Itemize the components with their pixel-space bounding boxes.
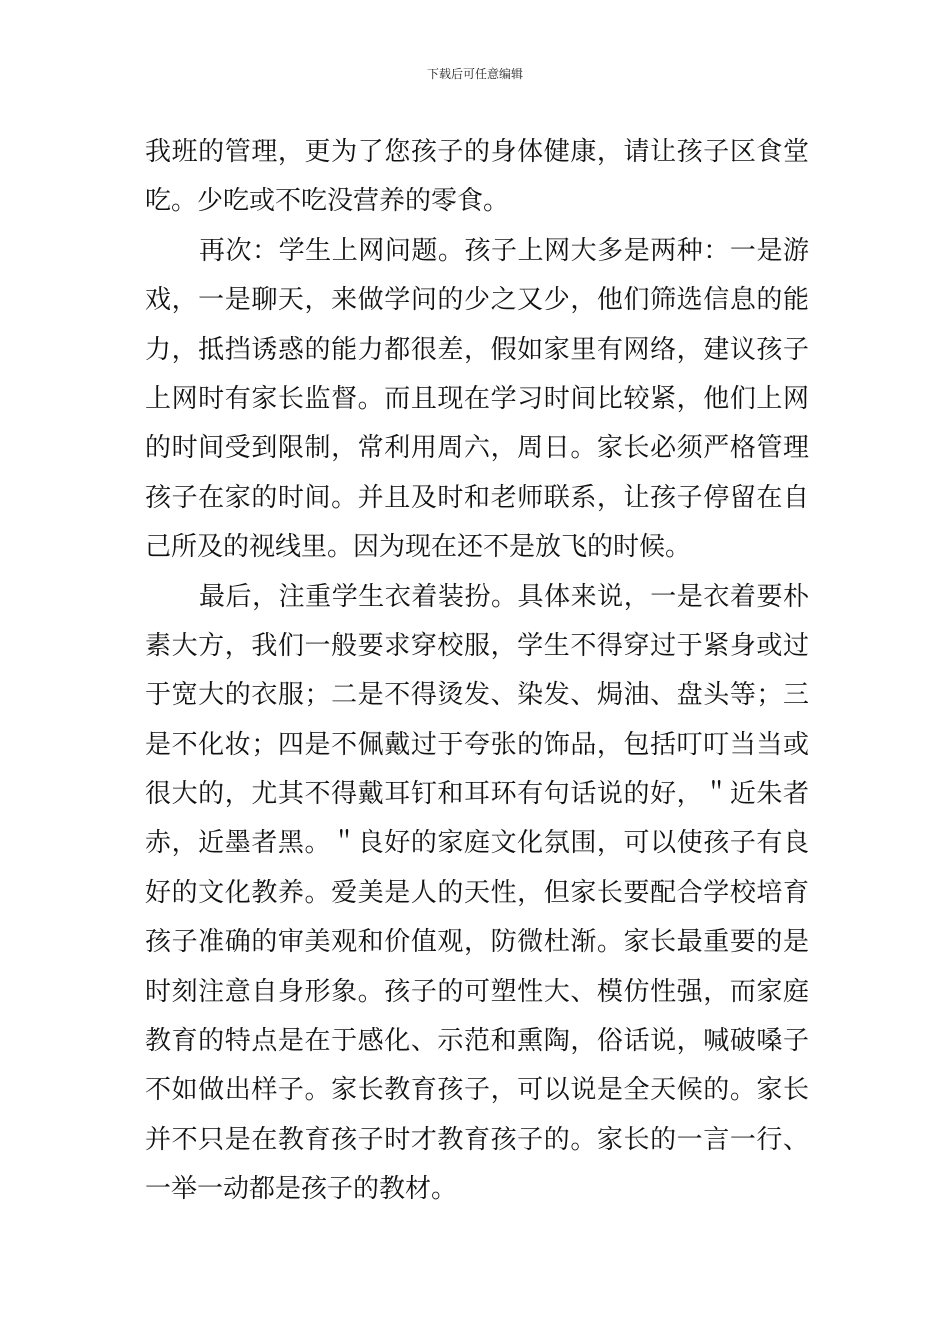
text-line: 己所及的视线里。因为现在还不是放飞的时候。 [145, 532, 692, 563]
text-line: 孩子准确的审美观和价值观，防微杜渐。家长最重要的是 [145, 927, 809, 958]
text-line: 很大的，尤其不得戴耳钉和耳环有句话说的好，＂近朱者 [145, 779, 809, 810]
text-line: 最后，注重学生衣着装扮。具体来说，一是衣着要朴 [199, 581, 809, 612]
text-line: 是不化妆；四是不佩戴过于夸张的饰品，包括叮叮当当或 [145, 729, 809, 760]
text-line: 我班的管理，更为了您孩子的身体健康，请让孩子区食堂 [145, 137, 809, 167]
text-line: 孩子在家的时间。并且及时和老师联系，让孩子停留在自 [145, 482, 809, 513]
text-line: 的时间受到限制，常利用周六，周日。家长必须严格管理 [145, 433, 809, 464]
text-line: 不如做出样子。家长教育孩子，可以说是全天候的。家长 [145, 1075, 809, 1106]
text-line: 教育的特点是在于感化、示范和熏陶，俗话说，喊破嗓子 [145, 1026, 809, 1057]
text-line: 于宽大的衣服；二是不得烫发、染发、焗油、盘头等；三 [145, 680, 809, 711]
text-line: 戏，一是聊天，来做学问的少之又少，他们筛选信息的能 [145, 285, 809, 316]
text-line: 再次：学生上网问题。孩子上网大多是两种：一是游 [199, 235, 809, 266]
text-line: 赤，近墨者黑。＂良好的家庭文化氛围，可以使孩子有良 [145, 828, 809, 859]
text-line: 时刻注意自身形象。孩子的可塑性大、模仿性强，而家庭 [145, 976, 809, 1007]
document-body [145, 128, 809, 1215]
text-line: 上网时有家长监督。而且现在学习时间比较紧，他们上网 [145, 383, 809, 414]
text-line: 素大方，我们一般要求穿校服，学生不得穿过于紧身或过 [145, 630, 809, 661]
page-header: 下载后可任意编辑 [426, 67, 523, 81]
text-line: 吃。少吃或不吃没营养的零食。 [145, 186, 510, 217]
text-line: 一举一动都是孩子的教材。 [145, 1174, 458, 1205]
text-line: 并不只是在教育孩子时才教育孩子的。家长的一言一行、 [145, 1124, 809, 1155]
text-line: 力，抵挡诱惑的能力都很差，假如家里有网络，建议孩子 [145, 334, 809, 365]
text-line: 好的文化教养。爱美是人的天性，但家长要配合学校培育 [145, 877, 809, 908]
